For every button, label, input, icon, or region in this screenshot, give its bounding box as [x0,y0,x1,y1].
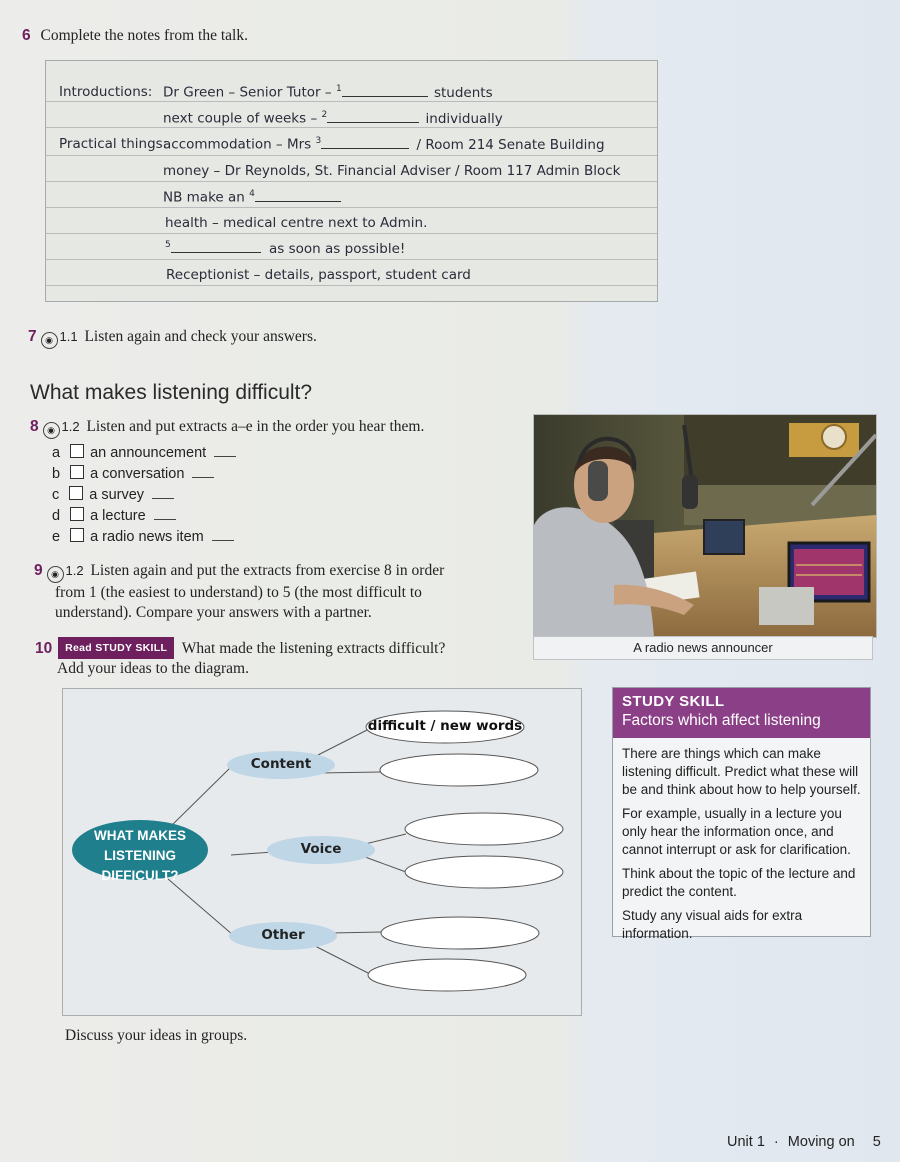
track-number: 1.2 [65,563,84,578]
notes-row-2: next couple of weeks – $^2$ individually [163,110,503,127]
track-number: 1.2 [61,419,80,434]
footer-title: Moving on [787,1134,855,1150]
other-label: Other [261,927,305,943]
notes-row-5: NB make an $^4$ [163,189,341,206]
example-answer: difficult / new words [367,718,523,734]
discuss-instruction: Discuss your ideas in groups. [65,1027,248,1044]
notes-row-6: health – medical centre next to Admin. [165,215,428,231]
answer-blank-4[interactable] [255,200,341,202]
checkbox[interactable] [69,486,83,500]
exercise-number: 9 [34,562,43,579]
study-skill-header [613,688,870,738]
notes-label-practical: Practical things: [59,136,168,152]
exercise-7-instruction [28,328,317,349]
study-skill-title: STUDY SKILL [622,693,725,710]
study-skill-paragraph: For example, usually in a lecture you only hear the information once, and cannot interrupt or ask for clarification. [622,806,851,857]
option-item: a an announcement [52,444,236,465]
study-skill-box [612,687,871,941]
instruction-text: Listen again and check your answers. [84,328,317,345]
audio-cd-icon[interactable]: ◉ [41,332,58,349]
exercise-number: 8 [30,418,39,435]
notes-row-3: accommodation – Mrs $^3$ / Room 214 Senate Building [163,136,605,153]
notes-row-8: Receptionist – details, passport, student card [166,267,471,283]
page-number: 5 [872,1134,881,1150]
study-skill-paragraph: There are things which can make listening difficult. Predict what these will be and think about how to help yourself. [622,746,861,797]
exercise-number: 10 [35,640,53,657]
answer-blank-3[interactable] [321,147,409,149]
checkbox[interactable] [70,444,84,458]
option-item: e a radio news item [52,528,236,549]
notes-box [45,60,658,302]
instruction-text: Listen and put extracts a–e in the order you hear them. [86,418,425,435]
center-label: WHAT MAKES LISTENING DIFFICULT? [94,828,186,883]
answer-ellipse-5 [381,917,539,949]
page-footer: Unit 1 · Moving on 5 [727,1134,881,1150]
checkbox[interactable] [70,465,84,479]
photo-caption: A radio news announcer [533,636,873,660]
notes-row-1: Dr Green – Senior Tutor – $^1$ students [163,84,493,101]
checkbox[interactable] [70,528,84,542]
study-skill-paragraph: Study any visual aids for extra information. [622,908,803,941]
answer-ellipse-4 [405,856,563,888]
checkbox[interactable] [70,507,84,521]
audio-cd-icon[interactable]: ◉ [47,566,64,583]
instruction-text: Complete the notes from the talk. [40,27,248,44]
content-label: Content [250,756,312,772]
exercise-number: 6 [22,27,31,44]
section-heading: What makes listening difficult? [30,381,313,404]
answer-ellipse-3 [405,813,563,845]
notes-row-4: money – Dr Reynolds, St. Financial Adviser / Room 117 Admin Block [163,163,621,179]
mind-map-diagram [62,688,582,1016]
option-item: c a survey [52,486,236,507]
track-number: 1.1 [59,329,78,344]
footer-unit: Unit 1 [727,1134,765,1150]
exercise-10-instruction: 10 Read STUDY SKILL What made the listening extracts difficult? Add your ideas to the diagram. [35,637,445,679]
answer-blank-2[interactable] [327,121,419,123]
answer-ellipse-2 [380,754,538,786]
read-study-skill-badge[interactable]: Read STUDY SKILL [58,637,174,659]
study-skill-paragraph: Think about the topic of the lecture and predict the content. [622,866,856,899]
answer-blank-1[interactable] [342,95,428,97]
study-skill-subtitle: Factors which affect listening [622,712,821,729]
answer-blank-5[interactable] [171,251,261,253]
notes-row-7: $^5$ as soon as possible! [165,240,406,257]
audio-cd-icon[interactable]: ◉ [43,422,60,439]
exercise-8-options [52,444,236,549]
answer-ellipse-6 [368,959,526,991]
option-item: d a lecture [52,507,236,528]
exercise-8-instruction [30,418,424,439]
notes-label-introductions: Introductions: [59,84,153,100]
voice-label: Voice [300,841,342,857]
exercise-9-instruction: 9 ◉ 1.2 Listen again and put the extracts from exercise 8 in order from 1 (the easiest to understand) to 5 (the most difficult to understand). Compare your answers with a partner. [34,562,445,621]
exercise-6-instruction [22,27,248,45]
radio-studio-photo [533,414,877,638]
option-item: b a conversation [52,465,236,486]
exercise-number: 7 [28,328,37,345]
